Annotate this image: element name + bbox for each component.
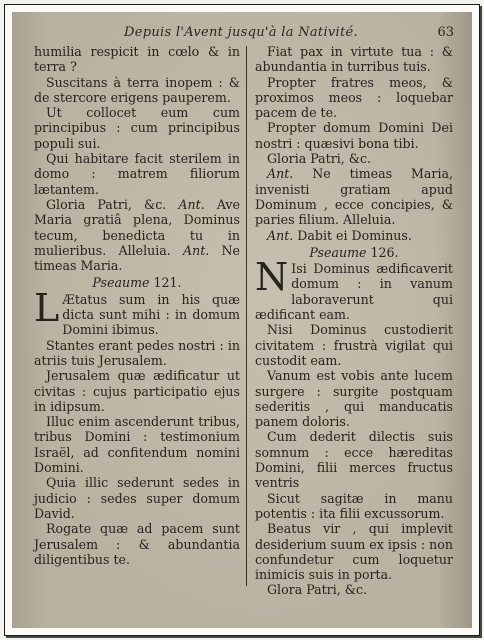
verse: Illuc enim ascenderunt tribus, tribus Domini : testimonium Israël, ad confitendum nomini Domini. bbox=[34, 414, 240, 476]
drop-cap: N bbox=[255, 255, 289, 300]
page-number: 63 bbox=[437, 25, 454, 40]
verse: Qui habitare facit sterilem in domo : matrem filiorum lætantem. bbox=[34, 151, 240, 197]
verse: Sicut sagitæ in manu potentis : ita filii excussorum. bbox=[255, 490, 453, 521]
psalm-number: 126. bbox=[370, 244, 399, 260]
running-header bbox=[32, 22, 454, 44]
verse: Propter fratres meos, & proximos meos : loquebar pacem de te. bbox=[255, 74, 453, 121]
psalm-number: 121. bbox=[153, 275, 182, 291]
antiphon-label: Ant. bbox=[267, 227, 294, 243]
antiphon bbox=[255, 166, 453, 227]
doxology: Gloria Patri, &c. bbox=[46, 196, 167, 212]
running-title: Depuis l'Avent jusqu'à la Nativité. bbox=[124, 25, 358, 40]
verse-text: Ætatus sum in his quæ dicta sunt mihi : in domum Domini ibimus. bbox=[62, 291, 240, 338]
antiphon bbox=[255, 228, 453, 243]
verse: Stantes erant pedes nostri : in atriis tuis Jerusalem. bbox=[34, 337, 240, 368]
verse: Propter domum Domini Dei nostri : quæsivi bona tibi. bbox=[255, 120, 453, 151]
left-column bbox=[34, 44, 240, 567]
antiphon-label: Ant. bbox=[178, 196, 205, 212]
verse: Ut collocet eum cum principibus : cum principibus populi sui. bbox=[34, 105, 240, 151]
antiphon-text: Ne timeas Maria, invenisti gratiam apud Dominum , ecce concipies, & paries filium. Alleluia. bbox=[255, 166, 453, 228]
verse: Fiat pax in virtute tua : & abundantia in turribus tuis. bbox=[255, 44, 453, 75]
image-frame bbox=[4, 4, 480, 636]
antiphon-text: Ave Maria gratiâ plena, Dominus tecum, benedicta tu in mulieribus. Alleluia. bbox=[34, 196, 240, 258]
verse: Quia illic sederunt sedes in judicio : sedes super domum David. bbox=[34, 475, 240, 521]
book-page bbox=[12, 12, 472, 628]
antiphon-text: Ne timeas Maria. bbox=[34, 242, 240, 274]
verse-with-dropcap bbox=[255, 255, 453, 323]
right-column bbox=[255, 44, 453, 598]
psalm-label: Pseaume bbox=[92, 275, 150, 291]
psalm-heading bbox=[34, 275, 240, 290]
verse: Jerusalem quæ ædificatur ut civitas : cujus participatio ejus in idipsum. bbox=[34, 368, 240, 414]
verse: Rogate quæ ad pacem sunt Jerusalem : & abundantia diligentibus te. bbox=[34, 521, 240, 567]
antiphon-text: Dabit ei Dominus. bbox=[297, 227, 412, 243]
doxology: Glora Patri, &c. bbox=[267, 582, 367, 598]
column-divider bbox=[246, 46, 247, 586]
verse: Suscitans à terra inopem : & de stercore erigens pauperem. bbox=[34, 74, 240, 105]
verse: humilia respicit in cœlo & in terra ? bbox=[34, 44, 240, 75]
verse: Nisi Dominus custodierit civitatem : frustrà vigilat qui custodit eam. bbox=[255, 322, 453, 368]
verse-with-dropcap bbox=[34, 285, 240, 338]
antiphon-label: Ant. bbox=[183, 242, 210, 258]
psalm-label: Pseaume bbox=[309, 244, 367, 260]
verse: Cum dederit dilectis suis somnum : ecce hæreditas Domini, filii merces fructus ventris bbox=[255, 429, 453, 491]
antiphon-label: Ant. bbox=[267, 166, 294, 182]
verse: Beatus vir , qui implevit desiderium suum ex ipsis : non confundetur cum loquetur inimicis suis in porta. bbox=[255, 521, 453, 583]
verse-text: Isi Dominus ædificaverit domum : in vanum laboraverunt qui ædificant eam. bbox=[255, 261, 453, 323]
doxology: Gloria Patri, &c. bbox=[267, 151, 372, 167]
verse: Vanum est vobis ante lucem surgere : surgite postquam sederitis , qui manducatis panem doloris. bbox=[255, 368, 453, 430]
doxology-antiphon bbox=[34, 197, 240, 273]
drop-cap: L bbox=[34, 285, 60, 330]
